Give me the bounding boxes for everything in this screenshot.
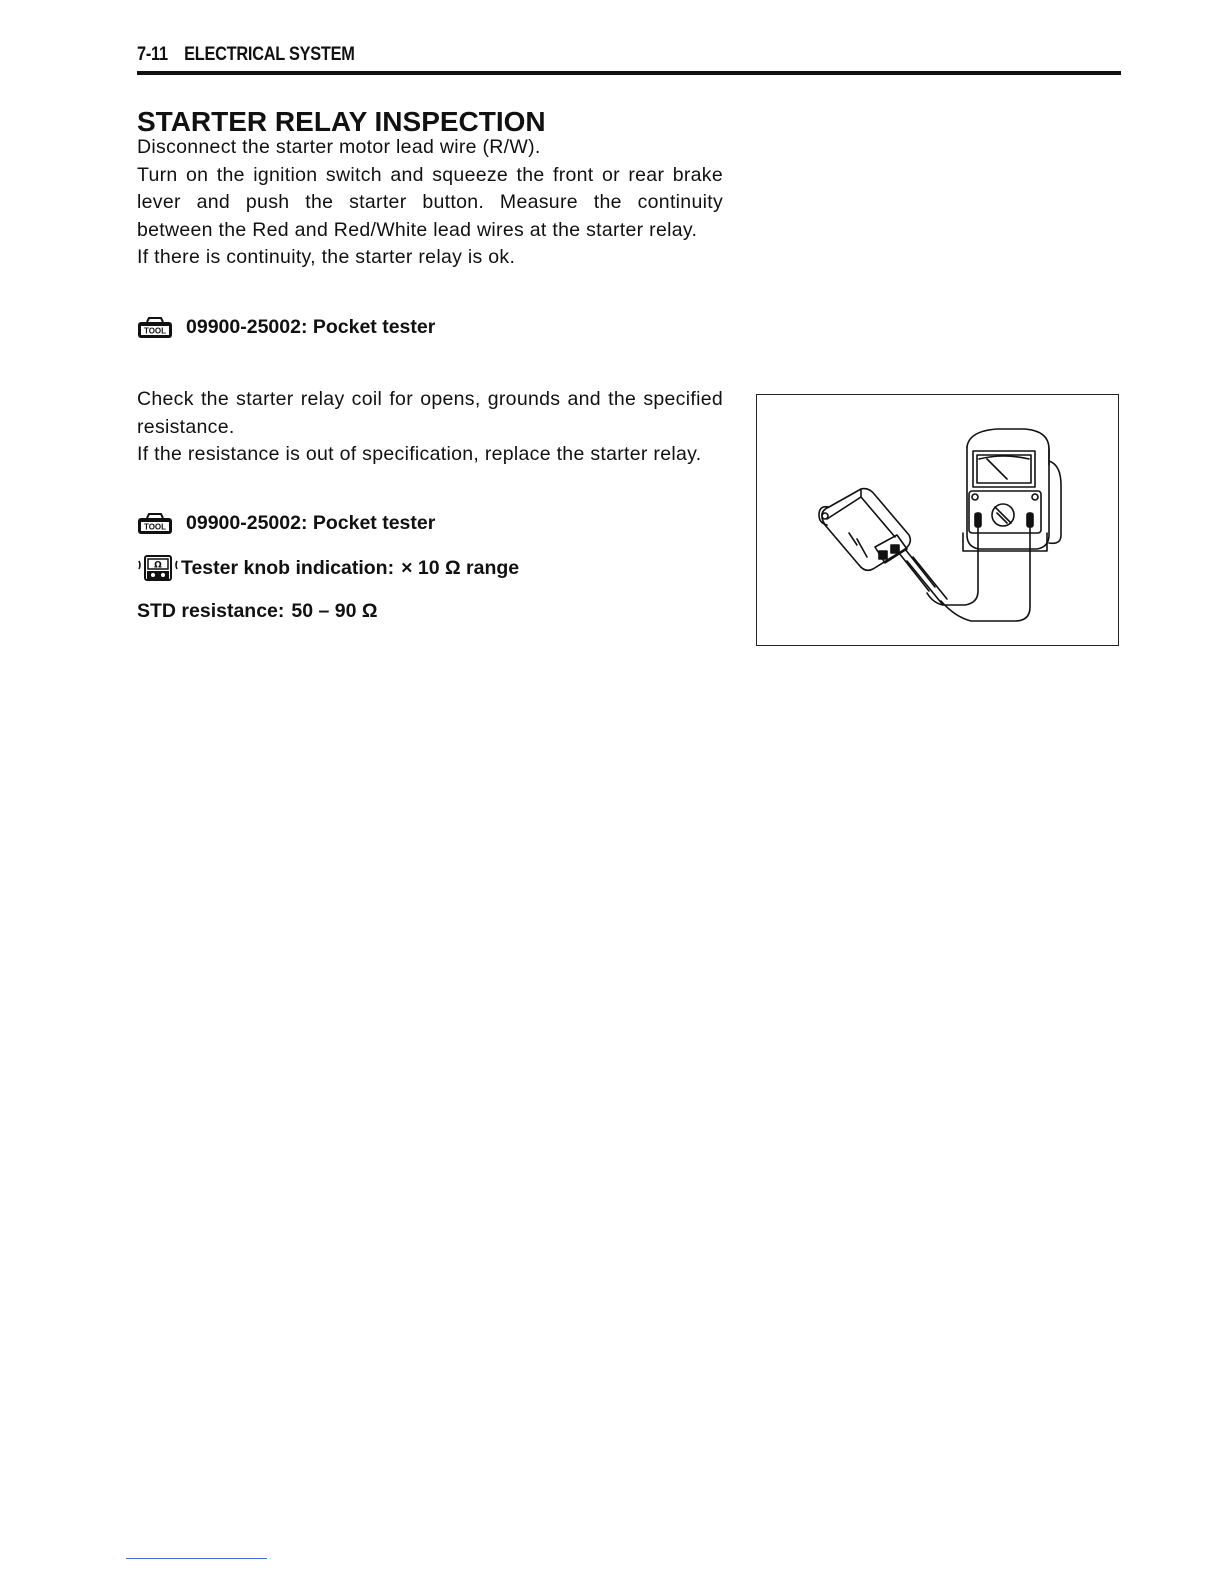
instructions-paragraph-2	[137, 386, 723, 469]
tool-spec-2	[137, 512, 435, 535]
instruction-result: If there is continuity, the starter relay is ok.	[137, 246, 516, 268]
section-title: ELECTRICAL SYSTEM	[184, 44, 355, 65]
header-rule	[137, 71, 1121, 75]
instruction-continuity: Turn on the ignition switch and squeeze the front or rear brake lever and push the starter button. Measure the continuity between the Red and Red/White lead wires at the starter relay.	[137, 163, 723, 241]
std-resistance-value: 50 – 90 Ω	[291, 600, 378, 622]
tester-meter-icon	[137, 555, 179, 581]
page-number: 7-11	[137, 44, 168, 65]
footer-rule	[126, 1558, 267, 1559]
std-resistance-spec	[137, 600, 378, 623]
tool-spec-text: 09900-25002: Pocket tester	[186, 316, 436, 338]
tool-icon	[137, 317, 173, 339]
tester-knob-spec	[137, 555, 519, 581]
pocket-tester-illustration	[757, 395, 1117, 644]
tool-spec-1	[137, 316, 435, 339]
instruction-disconnect: Disconnect the starter motor lead wire (R/W).	[137, 136, 541, 158]
std-resistance-label: STD resistance:	[137, 600, 285, 622]
tool-spec-text: 09900-25002: Pocket tester	[186, 512, 436, 534]
instructions-paragraph-1	[137, 134, 723, 272]
instruction-replace: If the resistance is out of specification, replace the starter relay.	[137, 443, 702, 465]
svg-text:Ω: Ω	[154, 560, 162, 571]
instruction-check-coil: Check the starter relay coil for opens, grounds and the specified resistance.	[137, 388, 723, 438]
figure-box	[756, 394, 1119, 646]
page-title: STARTER RELAY INSPECTION	[137, 106, 546, 137]
tester-knob-value: × 10 Ω range	[401, 556, 520, 579]
tester-knob-label: Tester knob indication:	[181, 556, 395, 579]
svg-text:TOOL: TOOL	[143, 326, 167, 335]
tool-icon	[137, 513, 173, 535]
svg-text:TOOL: TOOL	[143, 522, 167, 531]
page-header	[137, 44, 355, 66]
